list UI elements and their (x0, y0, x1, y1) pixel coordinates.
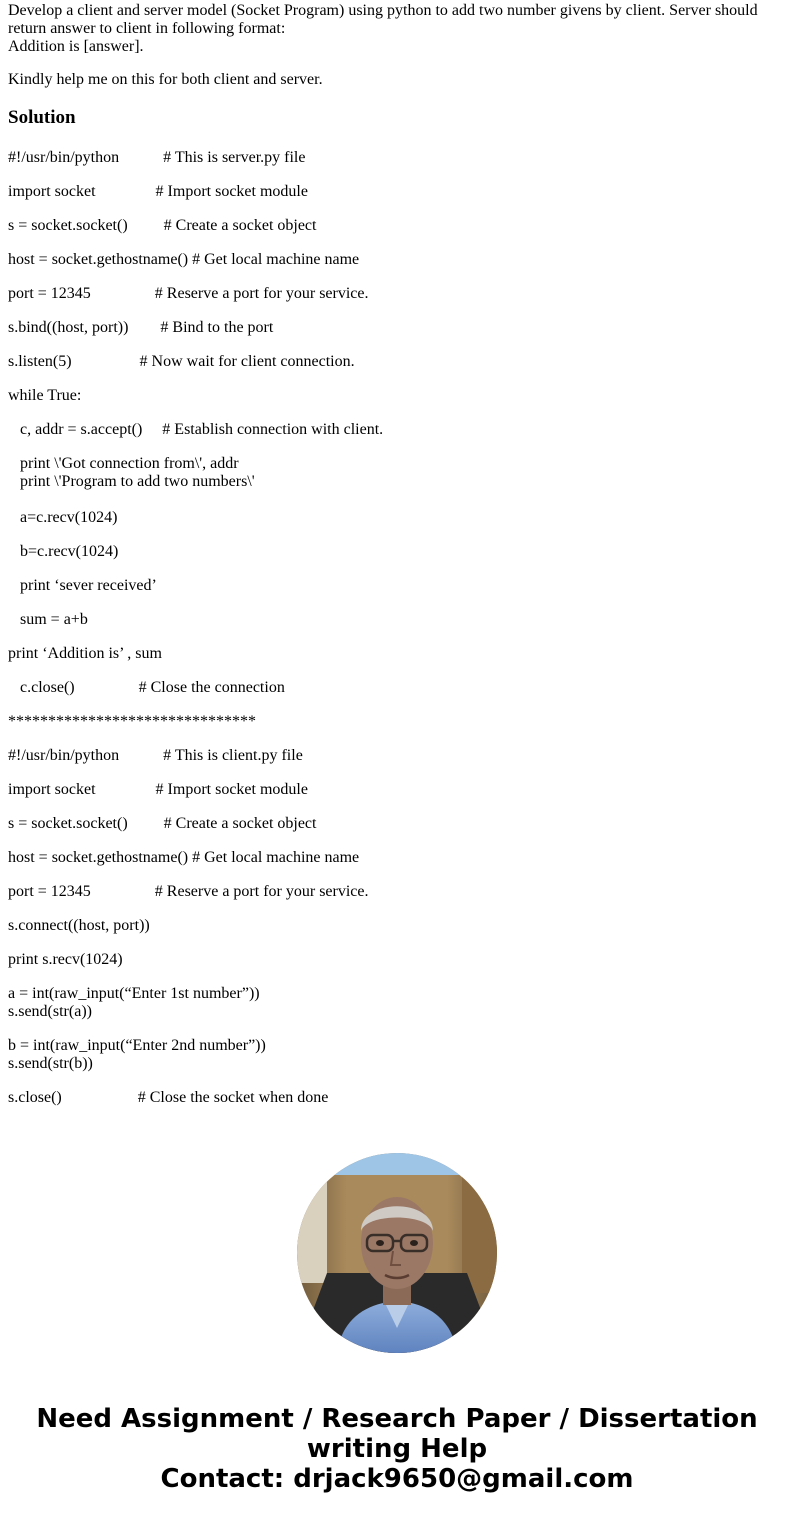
server-code-line: #!/usr/bin/python # This is server.py file (8, 149, 306, 166)
server-code-line: c.close() # Close the connection (20, 679, 285, 696)
footer-contact-email: Contact: drjack9650@gmail.com (160, 1464, 634, 1494)
question-text (8, 2, 786, 56)
server-code-line: host = socket.gethostname() # Get local machine name (8, 251, 360, 268)
client-code-line: s.connect((host, port)) (8, 917, 150, 934)
person-photo-icon (297, 1153, 497, 1353)
separator-line: ******************************* (8, 713, 256, 730)
server-code-line: print ‘Addition is’ , sum (8, 645, 162, 662)
question-line: Addition is [answer]. (8, 38, 144, 55)
footer-line: writing Help (306, 1434, 488, 1464)
help-request-text: Kindly help me on this for both client and server. (8, 71, 323, 88)
client-code-line: s.close() # Close the socket when done (8, 1089, 329, 1106)
footer-contact-banner (0, 1404, 794, 1494)
server-code-line: a=c.recv(1024) (20, 509, 118, 526)
solution-heading: Solution (8, 107, 76, 128)
server-code-line: s.listen(5) # Now wait for client connection. (8, 353, 355, 370)
client-code-line: port = 12345 # Reserve a port for your service. (8, 883, 369, 900)
server-code-line: print ‘sever received’ (20, 577, 157, 594)
server-code-line: print \'Got connection from\', addr (20, 455, 239, 472)
client-code-line: a = int(raw_input(“Enter 1st number”)) (8, 985, 260, 1002)
server-code-line: while True: (8, 387, 82, 404)
client-code-line: #!/usr/bin/python # This is client.py file (8, 747, 303, 764)
footer-line: Need Assignment / Research Paper / Dissertation (36, 1404, 758, 1434)
question-line: return answer to client in following format: (8, 20, 286, 37)
server-code-line: port = 12345 # Reserve a port for your service. (8, 285, 369, 302)
server-code-line: b=c.recv(1024) (20, 543, 119, 560)
client-code-line: s.send(str(b)) (8, 1055, 93, 1072)
client-code-line: print s.recv(1024) (8, 951, 123, 968)
client-code-line: b = int(raw_input(“Enter 2nd number”)) (8, 1037, 266, 1054)
client-code-line: import socket # Import socket module (8, 781, 308, 798)
client-code-line: s.send(str(a)) (8, 1003, 92, 1020)
page-content (8, 0, 786, 129)
server-code-line: s.bind((host, port)) # Bind to the port (8, 319, 274, 336)
server-code-line: sum = a+b (20, 611, 88, 628)
server-code-line: import socket # Import socket module (8, 183, 308, 200)
server-code-line: print \'Program to add two numbers\' (20, 473, 255, 490)
question-line: Develop a client and server model (Socket Program) using python to add two number givens by client. Server should (8, 2, 758, 19)
client-code-line: s = socket.socket() # Create a socket object (8, 815, 317, 832)
server-code-line: c, addr = s.accept() # Establish connection with client. (20, 421, 384, 438)
avatar (297, 1153, 497, 1353)
server-code-line: s = socket.socket() # Create a socket object (8, 217, 317, 234)
client-code-line: host = socket.gethostname() # Get local machine name (8, 849, 360, 866)
